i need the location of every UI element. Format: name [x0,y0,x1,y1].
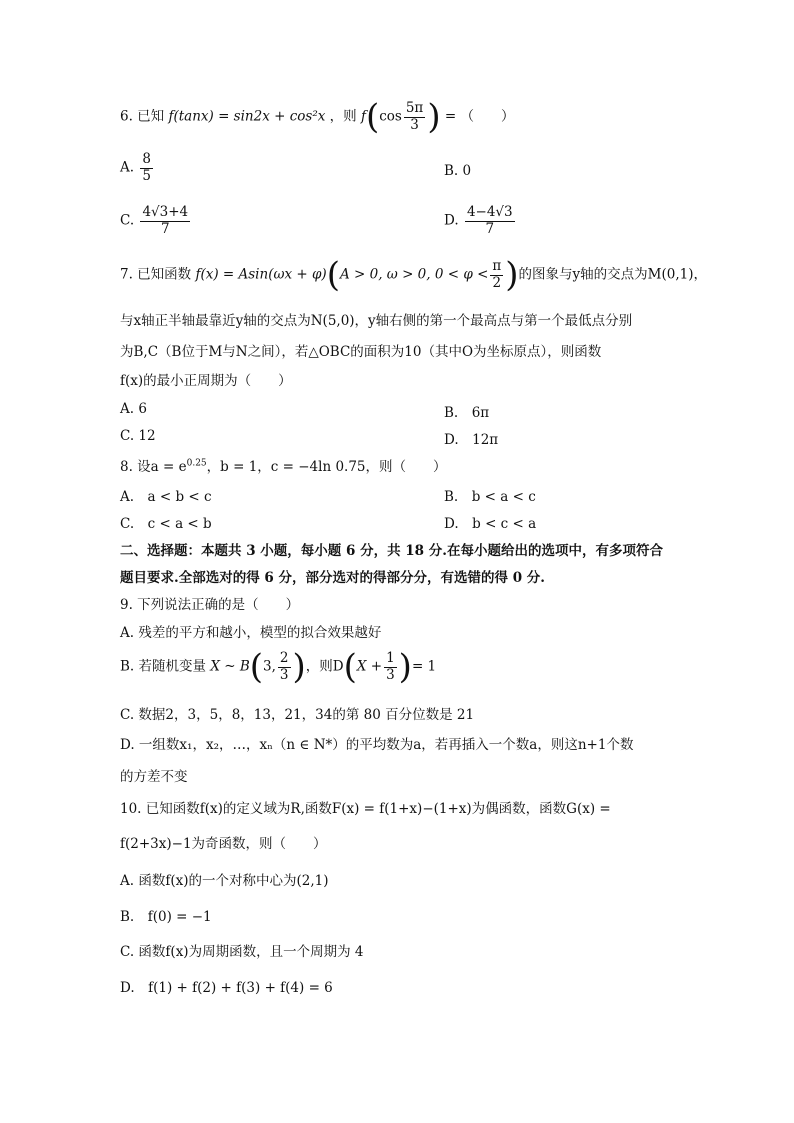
q8-option-b: B. b < a < c [444,489,536,505]
q9-b-dist: X ~ B [210,658,250,675]
q9-b-result: = 1 [411,658,437,675]
q7-option-c: C. 12 [120,428,156,444]
q9-b-prefix: B. 若随机变量 [120,658,207,675]
q7-line-3: 为B,C（B位于M与N之间），若△OBC的面积为10（其中O为坐标原点），则函数 [120,344,602,360]
q6-tail: = （ ） [444,108,515,125]
q9-b-den2: 3 [386,666,395,683]
q10-line-2: f(2+3x)−1为奇函数，则（ ） [120,836,327,852]
q10-option-a: A. 函数f(x)的一个对称中心为(2,1) [120,873,329,889]
q8-tail: ，b = 1，c = −4ln 0.75，则（ ） [206,459,447,475]
q9-b-num2: 1 [386,649,395,666]
section2-heading-1: 二、选择题：本题共 3 小题，每小题 6 分，共 18 分.在每小题给出的选项中，有多项符合 [120,543,663,559]
q8-exponent: 0.25 [186,458,207,469]
q10-option-d: D. f(1) + f(2) + f(3) + f(4) = 6 [120,980,333,996]
q7-prefix: 7. 已知函数 [120,266,192,283]
q6-option-c [120,205,192,237]
option-label: C. [120,212,135,229]
q7-option-b: B. 6π [444,405,490,421]
q6-option-a [120,152,155,184]
q6-a-numerator: 8 [142,151,151,167]
q9-option-a: A. 残差的平方和越小，模型的拟合效果越好 [120,625,382,641]
q7-option-a: A. 6 [120,401,147,417]
q6-c-denominator: 7 [160,220,170,237]
section2-heading-2: 题目要求.全部选对的得 6 分，部分选对的得部分分，有选错的得 0 分. [120,570,545,586]
q9-option-c: C. 数据2，3，5，8，13，21，34的第 80 百分位数是 21 [120,707,475,723]
q6-cos-denominator: 3 [410,116,419,133]
q6-cos-numerator: 5π [405,99,424,116]
q6-option-b: B. 0 [444,163,472,179]
q9-b-p-den: 3 [279,666,289,683]
option-label: D. [444,212,459,229]
q7-cond-denominator: 2 [492,274,502,291]
q7-option-d: D. 12π [444,432,499,448]
q9-b-p-num: 2 [279,649,289,666]
q7-function: f(x) = Asin(ωx + φ) [195,266,327,283]
q6-then: ，则 [329,108,357,125]
q9-b-expr: X + [356,658,383,675]
q9-stem: 9. 下列说法正确的是（ ） [120,597,300,613]
q10-option-b: B. f(0) = −1 [120,909,212,925]
q6-prefix: 6. 已知 [120,108,165,125]
q8-prefix: 8. 设a = e [120,459,187,475]
q10-option-c: C. 函数f(x)为周期函数，且一个周期为 4 [120,944,364,960]
q6-option-d [444,205,517,237]
q6-equation: f(tanx) = sin2x + cos²x [168,108,326,125]
q7-line-4: f(x)的最小正周期为（ ） [120,373,292,389]
q7-line1-tail: 的图象与y轴的交点为M(0,1)， [518,266,707,283]
q7-cond-numerator: π [492,257,502,274]
q7-line-1: 7. 已知函数 f(x) = Asin(ωx + φ)(A > 0, ω > 0, 0 < φ < $\frac{\pi}{2}$ )的图象与y轴的交点为M(0,1)， [120,255,707,295]
q7-line-2: 与x轴正半轴最靠近y轴的交点为N(5,0)，y轴右侧的第一个最高点与第一个最低点分别 [120,313,633,329]
q6-stem: 6. 已知 f(tanx) = sin2x + cos²x ，则 f(cos $\frac{5\pi}{3}$ ) = （ ） [120,97,515,137]
q6-d-denominator: 7 [485,220,495,237]
q9-option-d-line1: D. 一组数x₁，x₂，…，xₙ（n ∈ N*）的平均数为a，若再插入一个数a，则这n+1个数 [120,737,634,753]
q6-c-numerator: 4√3+4 [142,204,189,220]
q6-a-denominator: 5 [142,167,151,184]
q9-b-n: 3, [263,658,276,675]
option-label: A. [120,159,135,176]
q8-stem [120,455,447,475]
q6-d-numerator: 4−4√3 [466,204,513,220]
q8-option-c: C. c < a < b [120,516,212,532]
q9-option-b: B. 若随机变量 X ~ B(3, $\frac{2}{3}$ )，则D(X + $\frac{1}{3}$ )= 1 [120,647,437,687]
q10-line-1: 10. 已知函数f(x)的定义域为R,函数F(x) = f(1+x)−(1+x)为偶函数，函数G(x) = [120,801,611,817]
q8-option-d: D. b < c < a [444,516,537,532]
q9-option-d-line2: 的方差不变 [120,769,188,785]
q8-option-a: A. a < b < c [120,489,212,505]
q7-conditions: A > 0, ω > 0, 0 < φ < [339,266,489,283]
q9-b-var: ，则D [305,658,344,675]
